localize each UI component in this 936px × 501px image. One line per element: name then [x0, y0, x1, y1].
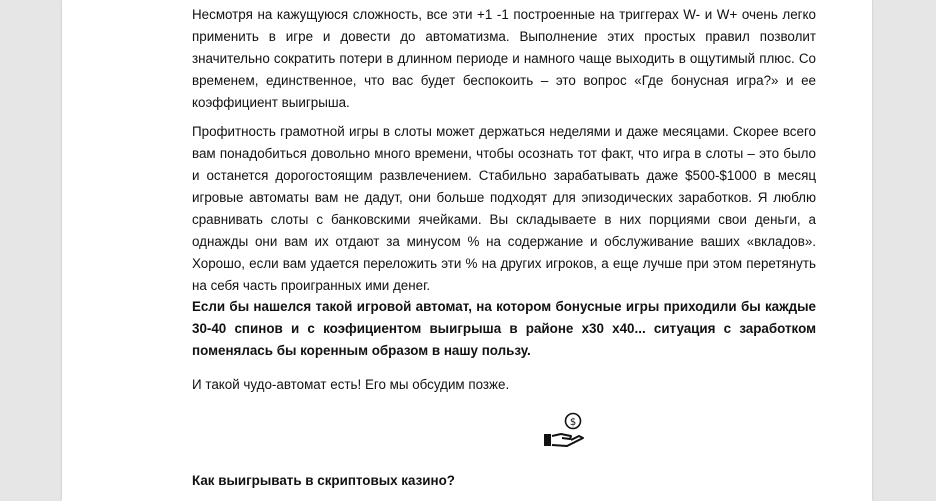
hand-coin-icon: [543, 412, 587, 450]
section-heading: Как выигрывать в скриптовых казино?: [192, 473, 455, 488]
coin-symbol: $: [569, 417, 577, 428]
paragraph-1: Несмотря на кажущуюся сложность, все эти +1 -1 построенные на триггерах W- и W+ очень легко применить в игре и довести до автоматизма. Выполнение этих простых правил позволит значительно сократить потери в длинном периоде и намного чаще выходить в ощутимый плюс. Со временем, единственное, что вас будет беспокоить – это вопрос «Где бонусная игра?» и ее коэффициент выигрыша.: [192, 7, 816, 110]
paragraph-4: И такой чудо-автомат есть! Его мы обсудим позже.: [192, 377, 510, 392]
paragraph-3-bold: Если бы нашелся такой игровой автомат, на котором бонусные игры приходили бы каждые 30-40 спинов и с коэфициентом выигрыша в районе x30 x40... ситуация с заработком поменялась бы коренным образом в нашу пользу.: [192, 299, 816, 358]
document-page: [62, 0, 872, 501]
paragraph-2: Профитность грамотной игры в слоты может держаться неделями и даже месяцами. Скорее всего вам понадобиться довольно много времени, чтобы осознать тот факт, что игра в слоты – это было и останется дорогостоящим развлечением. Стабильно зарабатывать даже $500-$1000 в месяц игровые автоматы вам не дадут, они больше подходят для эпизодических заработков. Я люблю сравнивать слоты с банковскими ячейками. Вы складываете в них порциями свои деньги, а однажды они вам их отдают за минусом % на содержание и обслуживание ваших «вкладов». Хорошо, если вам удается переложить эти % на других игроков, а еще лучше при этом перетянуть на себя часть проигранных ими денег.: [192, 124, 816, 293]
